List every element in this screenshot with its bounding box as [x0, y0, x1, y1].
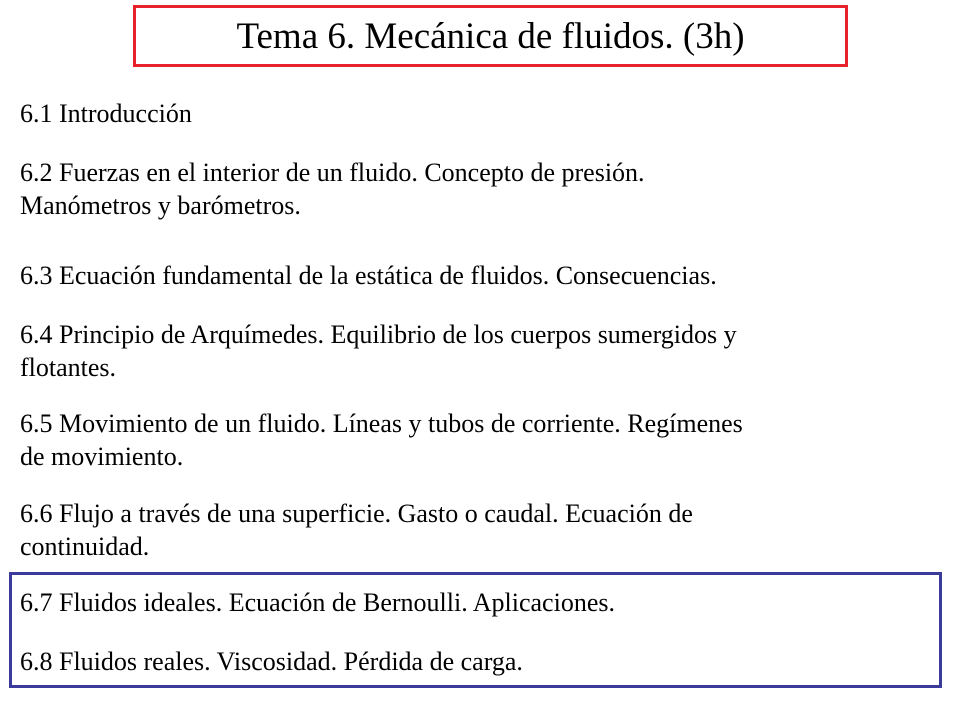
topic-6-1: 6.1 Introducción [20, 99, 192, 128]
topic-6-4 [20, 318, 920, 384]
topic-6-6 [20, 497, 920, 563]
topic-6-5-line-1: 6.5 Movimiento de un fluido. Líneas y tubos de corriente. Regímenes [20, 409, 743, 438]
topic-6-2-line-1: 6.2 Fuerzas en el interior de un fluido. Concepto de presión. [20, 158, 645, 187]
topic-6-5 [20, 407, 920, 473]
topic-6-5-line-2: de movimiento. [20, 442, 184, 471]
page-title: Tema 6. Mecánica de fluidos. (3h) [236, 15, 745, 57]
title-box [133, 5, 848, 67]
topic-6-4-line-2: flotantes. [20, 353, 117, 382]
topic-6-6-line-2: continuidad. [20, 532, 150, 561]
topic-6-2-line-2: Manómetros y barómetros. [20, 191, 301, 220]
topic-6-6-line-1: 6.6 Flujo a través de una superficie. Gasto o caudal. Ecuación de [20, 499, 693, 528]
topic-6-7: 6.7 Fluidos ideales. Ecuación de Bernoulli. Aplicaciones. [20, 588, 615, 617]
topic-6-4-line-1: 6.4 Principio de Arquímedes. Equilibrio de los cuerpos sumergidos y [20, 320, 737, 349]
topic-6-3: 6.3 Ecuación fundamental de la estática de fluidos. Consecuencias. [20, 261, 717, 290]
topic-6-8: 6.8 Fluidos reales. Viscosidad. Pérdida de carga. [20, 647, 523, 676]
topic-6-2 [20, 156, 920, 222]
